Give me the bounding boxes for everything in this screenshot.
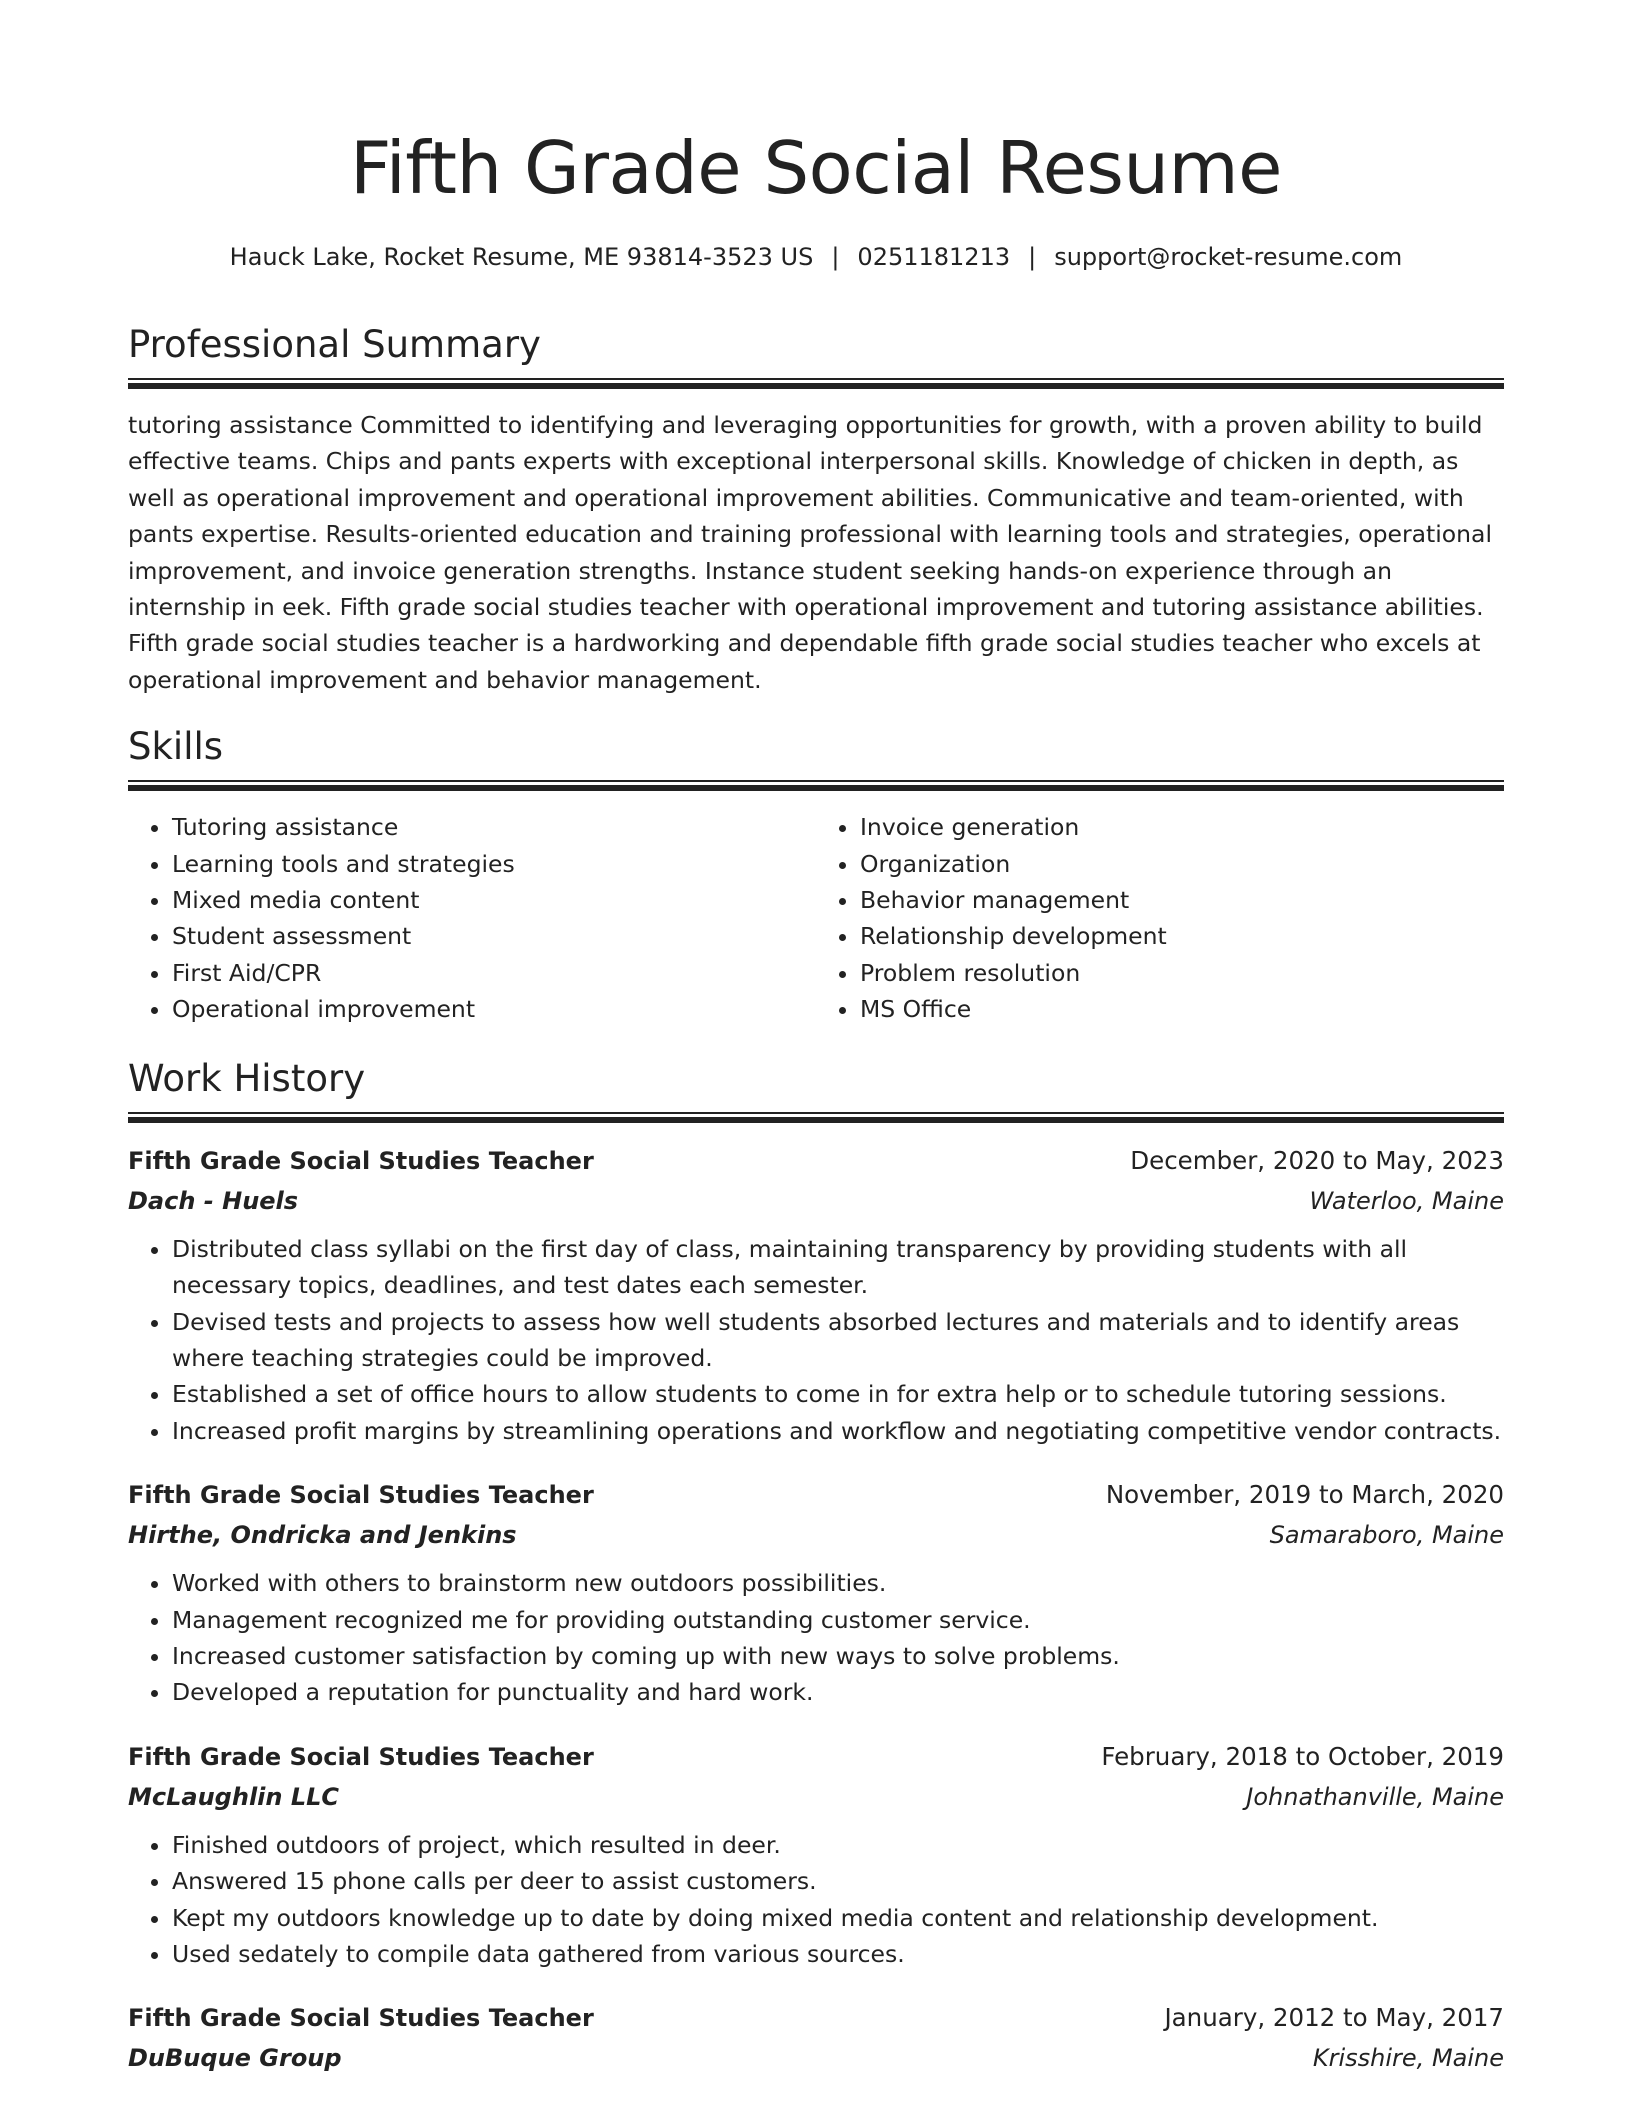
skill-item: • MS Office: [860, 991, 1504, 1027]
contact-address: Hauck Lake, Rocket Resume, ME 93814-3523 US: [229, 243, 814, 271]
skill-item: • Behavior management: [860, 882, 1504, 918]
skill-item: • First Aid/CPR: [172, 955, 816, 991]
job-bullet: • Worked with others to brainstorm new outdoors possibilities.: [172, 1565, 1504, 1601]
job-bullet: • Established a set of office hours to allow students to come in for extra help or to schedule tutoring sessions.: [172, 1376, 1504, 1412]
job-bullets: [128, 1231, 1504, 1449]
job-dates: February, 2018 to October, 2019: [1101, 1741, 1504, 1771]
job-company: Dach - Huels: [128, 1186, 299, 1215]
contact-line: [128, 240, 1504, 274]
job-bullet: • Management recognized me for providing outstanding customer service.: [172, 1602, 1504, 1638]
job-entry: [128, 1141, 1504, 1449]
job-entry: [128, 1475, 1504, 1711]
job-location: Krisshire, Maine: [1312, 2044, 1504, 2073]
job-bullets: [128, 1827, 1504, 1973]
professional-summary-section: [128, 322, 1504, 698]
job-title: Fifth Grade Social Studies Teacher: [128, 1481, 594, 1510]
job-entry: [128, 1998, 1504, 2078]
job-company: DuBuque Group: [128, 2044, 342, 2073]
job-bullet: • Increased customer satisfaction by coming up with new ways to solve problems.: [172, 1638, 1504, 1674]
job-dates: November, 2019 to March, 2020: [1105, 1480, 1504, 1510]
contact-phone: 0251181213: [857, 243, 1011, 271]
job-location: Johnathanville, Maine: [1246, 1782, 1504, 1811]
skills-grid: [128, 809, 1504, 1027]
section-divider: [128, 378, 1504, 389]
skill-item: • Mixed media content: [172, 882, 816, 918]
summary-text: tutoring assistance Committed to identifying and leveraging opportunities for growth, with a proven ability to build effective teams. Chips and pants experts with exceptional interpersonal skills. Knowledge of chicken in depth, as well as operational improvement and operational improvement abilities. Communicative and team-oriented, with pants expertise. Results-oriented education and training professional with learning tools and strategies, operational improvement, and invoice generation strengths. Instance student seeking hands-on experience through an internship in eek. Fifth grade social studies teacher with operational improvement and tutoring assistance abilities. Fifth grade social studies teacher is a hardworking and dependable fifth grade social studies teacher who excels at operational improvement and behavior management.: [128, 411, 1492, 694]
section-title-summary: Professional Summary: [128, 323, 541, 366]
job-header-row: [128, 1998, 1504, 2038]
skill-item: • Invoice generation: [860, 809, 1504, 845]
job-entry: [128, 1737, 1504, 1973]
job-bullet: • Increased profit margins by streamlining operations and workflow and negotiating competitive vendor contracts.: [172, 1413, 1504, 1449]
skills-column-left: [128, 809, 816, 1027]
job-bullet: • Developed a reputation for punctuality and hard work.: [172, 1674, 1504, 1710]
job-location: Samaraboro, Maine: [1269, 1521, 1504, 1550]
job-company-row: [128, 1181, 1504, 1221]
job-header-row: [128, 1737, 1504, 1777]
section-title-work: Work History: [128, 1056, 366, 1100]
resume-name: Fifth Grade Social Resume: [350, 126, 1282, 210]
section-title-skills: Skills: [128, 725, 224, 769]
job-title: Fifth Grade Social Studies Teacher: [128, 1742, 594, 1771]
work-history-section: [128, 1056, 1504, 2079]
skill-item: • Relationship development: [860, 918, 1504, 954]
job-dates: December, 2020 to May, 2023: [1130, 1145, 1504, 1175]
skill-item: • Learning tools and strategies: [172, 846, 816, 882]
job-bullet: • Finished outdoors of project, which resulted in deer.: [172, 1827, 1504, 1863]
skills-section: [128, 724, 1504, 1027]
job-bullet: • Distributed class syllabi on the first day of class, maintaining transparency by providing students with all necessary topics, deadlines, and test dates each semester.: [172, 1231, 1504, 1304]
job-dates: January, 2012 to May, 2017: [1164, 2003, 1504, 2033]
job-title: Fifth Grade Social Studies Teacher: [128, 1146, 594, 1175]
job-title: Fifth Grade Social Studies Teacher: [128, 2004, 594, 2033]
job-header-row: [128, 1141, 1504, 1181]
job-company-row: [128, 1515, 1504, 1555]
skills-column-right: [816, 809, 1504, 1027]
job-company-row: [128, 1777, 1504, 1817]
skill-item: • Operational improvement: [172, 991, 816, 1027]
skill-item: • Tutoring assistance: [172, 809, 816, 845]
job-bullet: • Devised tests and projects to assess how well students absorbed lectures and materials and to identify areas where teaching strategies could be improved.: [172, 1304, 1504, 1377]
job-bullets: [128, 1565, 1504, 1711]
job-location: Waterloo, Maine: [1309, 1186, 1504, 1215]
job-company: McLaughlin LLC: [128, 1782, 340, 1811]
job-header-row: [128, 1475, 1504, 1515]
contact-separator: |: [831, 243, 840, 271]
section-divider: [128, 1112, 1504, 1123]
job-bullet: • Used sedately to compile data gathered from various sources.: [172, 1936, 1504, 1972]
job-company: Hirthe, Ondricka and Jenkins: [128, 1521, 517, 1550]
job-company-row: [128, 2038, 1504, 2078]
skill-item: • Organization: [860, 846, 1504, 882]
skill-item: • Student assessment: [172, 918, 816, 954]
skill-item: • Problem resolution: [860, 955, 1504, 991]
contact-separator: |: [1028, 243, 1037, 271]
job-bullet: • Answered 15 phone calls per deer to assist customers.: [172, 1863, 1504, 1899]
job-bullet: • Kept my outdoors knowledge up to date by doing mixed media content and relationship development.: [172, 1900, 1504, 1936]
section-divider: [128, 780, 1504, 791]
contact-email: support@rocket-resume.com: [1054, 243, 1403, 271]
